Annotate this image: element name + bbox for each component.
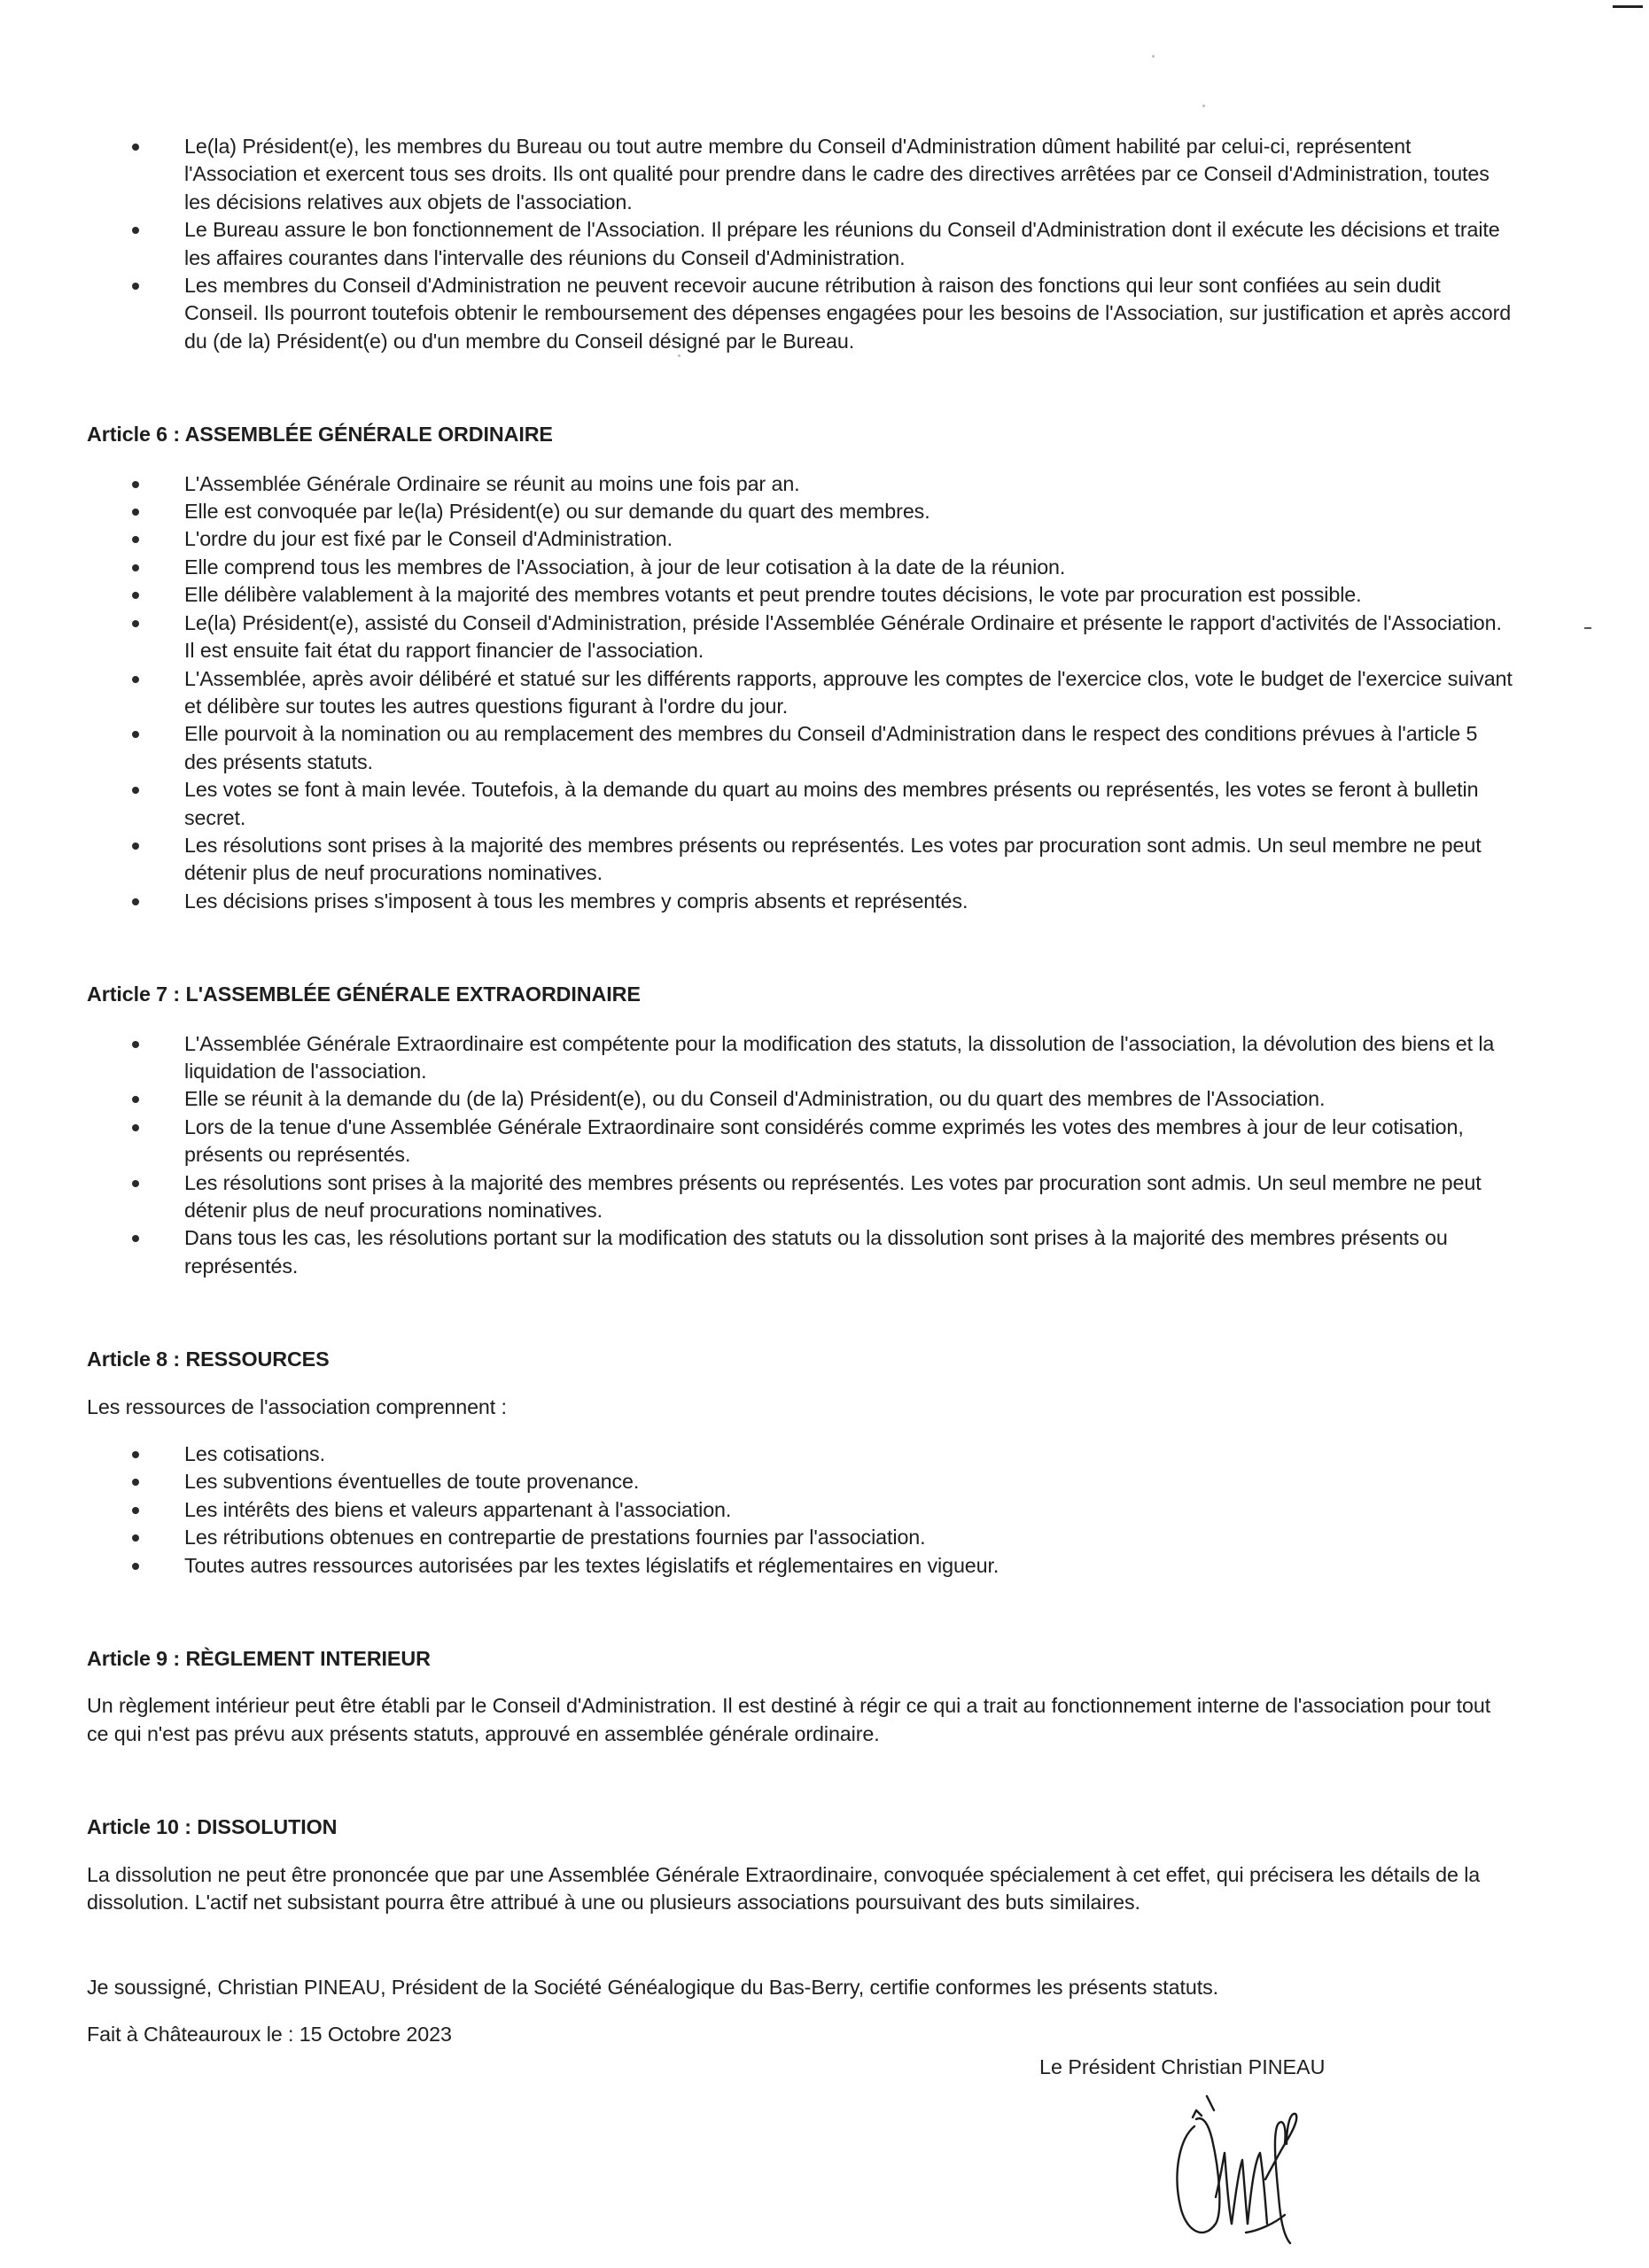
list-item: Les résolutions sont prises à la majorité des membres présents ou représentés. Les votes par procuration sont admis. Un seul membre ne peut détenir plus de neuf procurations nominatives. (184, 1169, 1513, 1225)
article-7-list (87, 1030, 1513, 1281)
list-item: Lors de la tenue d'une Assemblée Générale Extraordinaire sont considérés comme exprimés les votes des membres à jour de leur cotisation, présents ou représentés. (184, 1114, 1513, 1169)
article-9-title: Article 9 : RÈGLEMENT INTERIEUR (87, 1647, 431, 1671)
list-item: Le(la) Président(e), assisté du Conseil d'Administration, préside l'Assemblée Générale Ordinaire et présente le rapport d'activités de l'Association. Il est ensuite fait état du rapport financier de l'association. (184, 610, 1513, 665)
list-item: Toutes autres ressources autorisées par les textes législatifs et réglementaires en vigueur. (184, 1552, 1513, 1580)
signature-label: Le Président Christian PINEAU (1039, 2055, 1326, 2078)
place-date: Fait à Châteauroux le : 15 Octobre 2023 (87, 2022, 452, 2046)
document-body (87, 133, 1513, 2048)
article-9-text: Un règlement intérieur peut être établi par le Conseil d'Administration. Il est destiné à régir ce qui a trait au fonctionnement interne de l'association pour tout ce qui n'est pas prévu aux présents statuts, approuvé en assemblée générale ordinaire. (87, 1694, 1491, 1745)
scan-mark (1584, 627, 1591, 629)
handwritten-signature (1161, 2091, 1338, 2250)
list-item: Les intérêts des biens et valeurs appartenant à l'association. (184, 1496, 1513, 1524)
article-8-list (87, 1441, 1513, 1580)
list-item: Les votes se font à main levée. Toutefois, à la demande du quart au moins des membres présents ou représentés, les votes se feront à bulletin secret. (184, 776, 1513, 832)
list-item: Le Bureau assure le bon fonctionnement de l'Association. Il prépare les réunions du Conseil d'Administration dont il exécute les décisions et traite les affaires courantes dans l'intervalle des réunions du Conseil d'Administration. (184, 216, 1513, 272)
article-8-intro: Les ressources de l'association comprennent : (87, 1394, 507, 1418)
list-item: L'Assemblée Générale Ordinaire se réunit au moins une fois par an. (184, 470, 1513, 498)
intro-bullet-list (87, 133, 1513, 355)
article-6-list (87, 470, 1513, 916)
article-10-text: La dissolution ne peut être prononcée que par une Assemblée Générale Extraordinaire, convoquée spécialement à cet effet, qui précisera les détails de la dissolution. L'actif net subsistant pourra être attribué à une ou plusieurs associations poursuivant des buts similaires. (87, 1862, 1481, 1915)
list-item: L'Assemblée Générale Extraordinaire est compétente pour la modification des statuts, la dissolution de l'association, la dévolution des biens et la liquidation de l'association. (184, 1030, 1513, 1086)
list-item: L'ordre du jour est fixé par le Conseil d'Administration. (184, 525, 1513, 553)
scan-mark (1613, 5, 1643, 8)
scan-speck (1202, 105, 1205, 107)
list-item: Elle est convoquée par le(la) Président(e) ou sur demande du quart des membres. (184, 498, 1513, 525)
list-item: Les décisions prises s'imposent à tous les membres y compris absents et représentés. (184, 888, 1513, 915)
scan-speck (1152, 55, 1155, 58)
list-item: Dans tous les cas, les résolutions portant sur la modification des statuts ou la dissolution sont prises à la majorité des membres présents ou représentés. (184, 1224, 1513, 1280)
list-item: L'Assemblée, après avoir délibéré et statué sur les différents rapports, approuve les comptes de l'exercice clos, vote le budget de l'exercice suivant et délibère sur toutes les autres questions figurant à l'ordre du jour. (184, 665, 1513, 721)
certification-statement: Je soussigné, Christian PINEAU, Président de la Société Généalogique du Bas-Berry, certifie conformes les présents statuts. (87, 1975, 1218, 1999)
list-item: Les résolutions sont prises à la majorité des membres présents ou représentés. Les votes par procuration sont admis. Un seul membre ne peut détenir plus de neuf procurations nominatives. (184, 832, 1513, 888)
list-item: Le(la) Président(e), les membres du Bureau ou tout autre membre du Conseil d'Administration dûment habilité par celui-ci, représentent l'Association et exercent tous ses droits. Ils ont qualité pour prendre dans le cadre des directives arrêtées par ce Conseil d'Administration, toutes les décisions relatives aux objets de l'association. (184, 133, 1513, 216)
list-item: Elle comprend tous les membres de l'Association, à jour de leur cotisation à la date de la réunion. (184, 554, 1513, 581)
list-item: Les membres du Conseil d'Administration ne peuvent recevoir aucune rétribution à raison des fonctions qui leur sont confiées au sein dudit Conseil. Ils pourront toutefois obtenir le remboursement des dépenses engagées pour les besoins de l'Association, sur justification et après accord du (de la) Président(e) ou d'un membre du Conseil désigné par le Bureau. (184, 272, 1513, 355)
article-7-title: Article 7 : L'ASSEMBLÉE GÉNÉRALE EXTRAORDINAIRE (87, 983, 641, 1006)
article-10-title: Article 10 : DISSOLUTION (87, 1815, 338, 1839)
article-6-title: Article 6 : ASSEMBLÉE GÉNÉRALE ORDINAIRE (87, 423, 553, 447)
list-item: Les cotisations. (184, 1441, 1513, 1468)
list-item: Elle délibère valablement à la majorité des membres votants et peut prendre toutes décisions, le vote par procuration est possible. (184, 581, 1513, 609)
list-item: Elle se réunit à la demande du (de la) Président(e), ou du Conseil d'Administration, ou du quart des membres de l'Association. (184, 1085, 1513, 1113)
list-item: Elle pourvoit à la nomination ou au remplacement des membres du Conseil d'Administration dans le respect des conditions prévues à l'article 5 des présents statuts. (184, 720, 1513, 776)
article-8-title: Article 8 : RESSOURCES (87, 1348, 330, 1371)
list-item: Les rétributions obtenues en contrepartie de prestations fournies par l'association. (184, 1524, 1513, 1551)
list-item: Les subventions éventuelles de toute provenance. (184, 1468, 1513, 1495)
